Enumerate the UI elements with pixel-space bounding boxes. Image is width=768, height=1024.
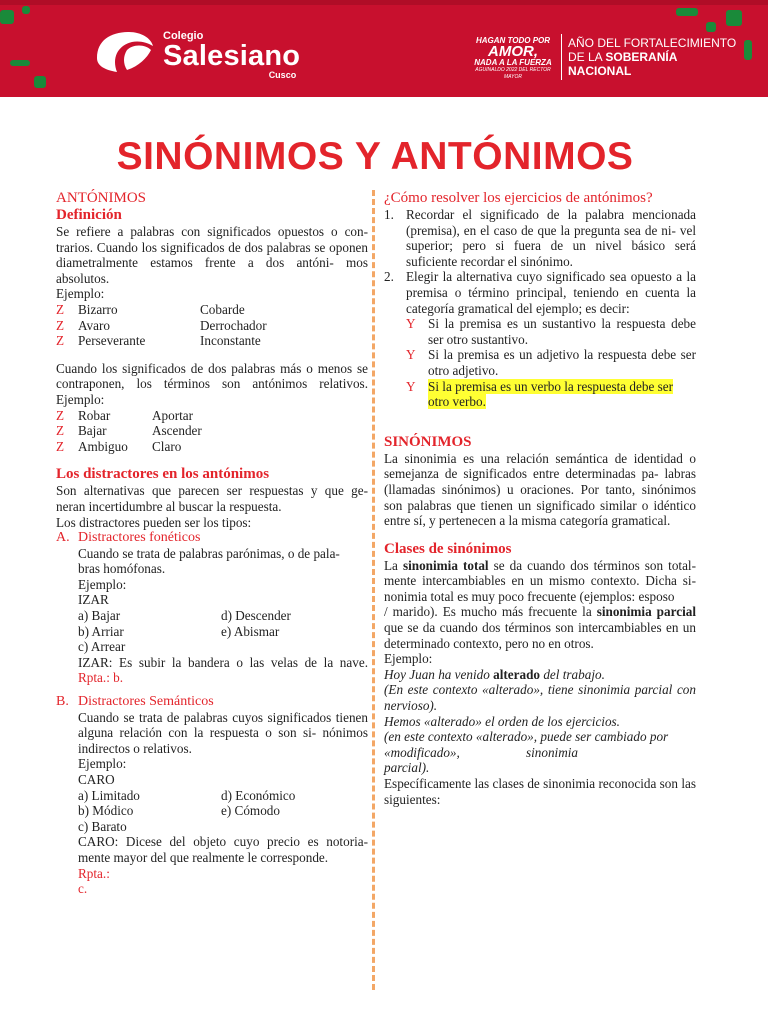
heading-sinonimos: SINÓNIMOS [384,433,472,450]
decor-shape [22,6,30,14]
sinonimos-text: La sinonimia es una relación semántica de identidad o semejanza de significados entre determinadas pa- labras (llamadas sinónimos) u oraciones. Por tanto, sinónimos son palabras que tienen un significado similar o idéntico entre sí, y pertenecen a la misma categoría gramatical. [384,450,696,529]
option-right: e) Abismar [221,623,280,639]
section-a-option-c: c) Arrear [78,639,126,655]
example-label: Ejemplo: [384,651,433,667]
section-b-answer-label: Rpta.: [78,865,110,881]
bullet-icon: Z [56,301,65,317]
highlighted-text: Si la premisa es un verbo la respuesta debe ser otro verbo. [428,378,673,410]
motto-line-1: HAGAN TODO POR [475,36,551,45]
section-b-example-label: Ejemplo: [78,756,127,772]
option-row [78,803,368,819]
example-sentence-1: Hoy Juan ha venido alterado del trabajo. [384,666,605,682]
distractores-text: Son alternativas que parecen ser respuestas y que ge- neran incertidumbre al buscar la respuesta. [56,483,368,514]
header-divider [561,34,562,80]
brand-name-block [163,30,300,80]
option-row [78,624,368,640]
antonym-opposite: Cobarde [200,301,245,317]
motto-line-2: AMOR, [488,43,538,60]
antonym-pair-row [56,423,368,439]
relative-antonyms-list [56,408,368,455]
option-row [78,788,368,804]
year-line-1: AÑO DEL FORTALECIMIENTO [568,36,737,50]
antonym-pair-row [56,408,368,424]
section-b-options [56,788,368,819]
heading-como-resolver: ¿Cómo resolver los ejercicios de antónimos? [384,190,653,206]
page-title: SINÓNIMOS Y ANTÓNIMOS [116,135,634,178]
bullet-icon: Z [56,317,65,333]
antonym-word: Ambiguo [78,438,128,454]
example-label: Ejemplo: [56,286,105,302]
antonym-opposite: Claro [152,438,182,454]
list-item: Y Si la premisa es un adjetivo la respuesta debe ser otro adjetivo. [406,347,696,378]
example-note-4: parcial). [384,760,430,776]
clases-text-2: / marido). Es mucho más frecuente la sinonimia parcial que se da cuando dos términos son intercambiables en un determinado contexto, pero no en otros. [384,604,696,651]
decor-shape [706,22,716,32]
antonym-opposite: Ascender [152,423,202,439]
year-line-3: NACIONAL [568,64,632,78]
decor-shape [34,76,46,88]
list-item: 2. Elegir la alternativa cuyo significado sea opuesto a la premisa o término principal, teniendo en cuenta la categoría gramatical del ejemplo; es decir: [384,269,696,316]
absolute-antonyms-list [56,302,368,349]
aguinaldo-motto [468,36,558,81]
right-column [384,190,696,807]
salesiano-logo-icon [93,28,155,74]
antonym-word: Bizarro [78,301,118,317]
decor-shape [0,10,14,24]
example-sentence-2: Hemos «alterado» el orden de los ejercicios. [384,713,620,729]
heading-antonimos: ANTÓNIMOS [56,190,146,206]
antonym-opposite: Aportar [152,407,194,423]
heading-clases: Clases de sinónimos [384,540,512,557]
section-b-option-c: c) Barato [78,818,127,834]
section-a-text-2: bras homófonas. [78,561,166,577]
definition-text: Se refiere a palabras con significados opuestos o con- trarios. Cuando los significados de dos palabras se oponen diametralmente estamos frente a dos antóni- mos absolutos. [56,224,368,286]
section-a-text-1: Cuando se trata de palabras parónimas, o de pala- [78,545,340,561]
closing-text: Específicamente las clases de sinonimia reconocida son las siguientes: [384,776,696,807]
section-b-heading: B. Distractores Semánticos [56,694,214,710]
section-b-word: CARO [78,772,115,787]
brand-name: Salesiano [163,40,301,72]
antonym-opposite: Inconstante [200,333,261,349]
antonym-pair-row [56,302,368,318]
antonym-word: Perseverante [78,333,146,349]
decor-shape [744,40,752,60]
decor-shape [726,10,742,26]
section-b-answer: c. [78,881,88,897]
option-right: d) Descender [221,608,291,624]
heading-distractores: Los distractores en los antónimos [56,466,270,483]
brand-city: Cusco [268,70,297,80]
option-row [78,608,368,624]
antonym-word: Bajar [78,423,107,439]
relative-antonyms-text: Cuando los significados de dos palabras más o menos se contraponen, los términos son antónimos relativos. Ejemplo: [56,360,368,407]
section-a-heading: A. Distractores fonéticos [56,530,201,546]
example-note-3: «modificado», sinonimia [384,744,578,760]
decor-shape [10,60,30,66]
option-left: b) Arriar [78,623,124,639]
section-a-explanation: IZAR: Es subir la bandera o las velas de la nave. Rpta.: b. [78,654,368,686]
list-item-highlighted: Y Si la premisa es un verbo la respuesta debe ser otro verbo. [406,378,673,410]
example-note-2: (en este contexto «alterado», puede ser cambiado por [384,729,669,745]
antonym-pair-row [56,318,368,334]
section-b-explanation: CARO: Dicese del objeto cuyo precio es notoria- mente mayor del que realmente le corresponde. [78,834,368,865]
bullet-icon: Z [56,333,65,349]
antonym-word: Robar [78,407,111,423]
motto-line-3: NADA A LA FUERZA [474,58,552,67]
list-item: Y Si la premisa es un sustantivo la respuesta debe ser otro sustantivo. [406,316,696,347]
left-column [56,190,368,897]
option-left: a) Bajar [78,608,121,624]
section-a-example-label: Ejemplo: [78,576,127,592]
column-divider [372,190,375,990]
header-band [0,0,768,97]
bullet-icon: Z [56,423,65,439]
distractores-tipos: Los distractores pueden ser los tipos: [56,514,252,530]
bullet-icon: Z [56,407,65,423]
option-left: a) Limitado [78,787,140,803]
header-top-stripe [0,0,768,5]
clases-text-1: La sinonimia total se da cuando dos términos son total- mente intercambiables en un mismo contexto. Dicha si- nonimia total es muy poco frecuente (ejemplos: esposo [384,557,696,604]
section-a-word: IZAR [78,592,109,608]
antonym-word: Avaro [78,317,110,333]
section-b-text: Cuando se trata de palabras cuyos significados tienen alguna relación con la respuesta o son si- nónimos indirectos o relativos. [78,709,368,756]
motto-line-4: AGUINALDO 2022 DEL RECTOR MAYOR [475,67,551,80]
antonym-pair-row [56,439,368,455]
year-slogan [568,36,736,78]
antonym-pair-row [56,333,368,349]
list-item: 1. Recordar el significado de la palabra mencionada (premisa), en el caso de que la pregunta sea de ni- vel superior; pero si fuera de un nivel básico será suficiente recordar el sinónimo. [384,207,696,269]
option-right: d) Económico [221,787,296,803]
section-a-options [56,608,368,639]
brand-top: Colegio [163,30,204,42]
antonym-opposite: Derrochador [200,317,267,333]
option-right: e) Cómodo [221,803,280,819]
bullet-icon: Z [56,438,65,454]
year-line-2: DE LA SOBERANÍA [568,50,678,64]
heading-definicion: Definición [56,207,122,223]
example-note-1: (En este contexto «alterado», tiene sinonimia parcial con nervioso). [384,682,696,714]
section-a-answer: Rpta.: b. [78,670,124,686]
decor-shape [676,8,698,16]
option-left: b) Módico [78,803,134,819]
